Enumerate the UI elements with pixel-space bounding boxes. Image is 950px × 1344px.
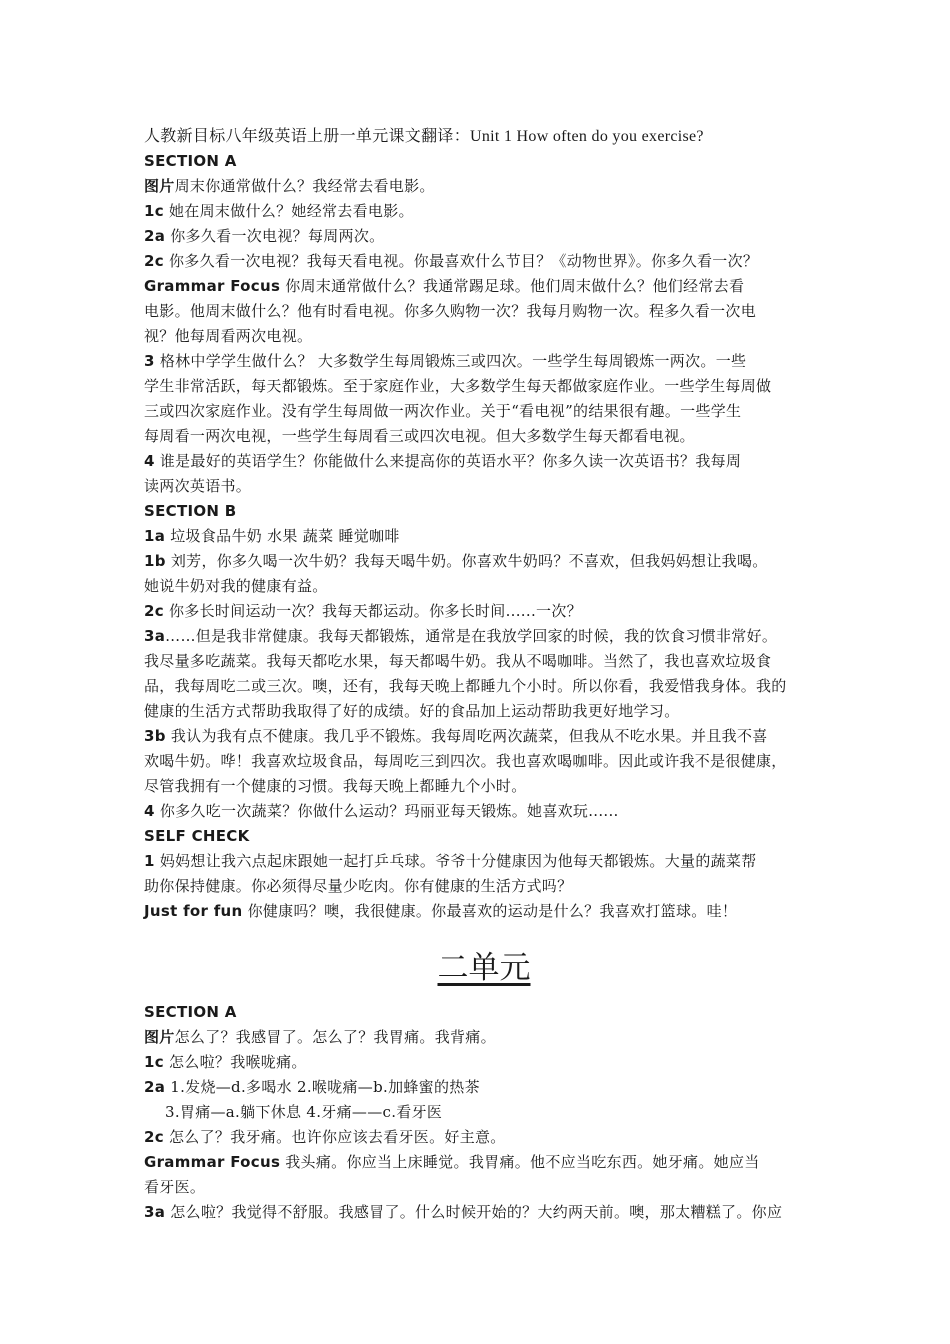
- exercise-label: 2a: [144, 227, 166, 245]
- exercise-line: [144, 849, 824, 874]
- exercise-label: 3b: [144, 727, 166, 745]
- unit1-section: [144, 149, 824, 924]
- exercise-label: 1a: [144, 527, 166, 545]
- indented-line: 3.胃痛—a.躺下休息 4.牙痛——c.看牙医: [165, 1103, 443, 1121]
- exercise-line: [144, 524, 824, 549]
- exercise-label: 1c: [144, 1053, 164, 1071]
- continuation-line: 品，我每周吃二或三次。噢，还有，我每天晚上都睡九个小时。所以你看，我爱惜我身体。我的: [144, 677, 787, 695]
- exercise-text: 她在周末做什么？她经常去看电影。: [163, 202, 414, 220]
- exercise-text: 我认为我有点不健康。我几乎不锻炼。我每周吃两次蔬菜，但我从不吃水果。并且我不喜: [165, 727, 768, 745]
- exercise-line: [144, 449, 824, 474]
- exercise-text: 你周末通常做什么？我通常踢足球。他们周末做什么？他们经常去看: [280, 277, 745, 295]
- exercise-line: [144, 549, 824, 574]
- continuation-line: 欢喝牛奶。哗！我喜欢垃圾食品，每周吃三到四次。我也喜欢喝咖啡。因此或许我不是很健康，: [144, 752, 787, 770]
- exercise-text: 周末你通常做什么？我经常去看电影。: [174, 177, 435, 195]
- exercise-label: Just for fun: [144, 902, 243, 920]
- exercise-line: [144, 1150, 824, 1175]
- exercise-label: 3a: [144, 1203, 166, 1221]
- continuation-line: 看牙医。: [144, 1178, 206, 1196]
- exercise-text: 怎么啦？我喉咙痛。: [163, 1053, 307, 1071]
- exercise-text: 1.发烧—d.多喝水 2.喉咙痛—b.加蜂蜜的热茶: [165, 1078, 480, 1096]
- continuation-line: 读两次英语书。: [144, 477, 252, 495]
- document-page: [144, 124, 824, 1225]
- exercise-line: [144, 1125, 824, 1150]
- exercise-label: 1b: [144, 552, 166, 570]
- exercise-label: Grammar Focus: [144, 1153, 281, 1171]
- exercise-text: 怎么了？我感冒了。怎么了？我胃痛。我背痛。: [174, 1028, 496, 1046]
- unit2-section: [144, 1000, 824, 1225]
- exercise-label: 2a: [144, 1078, 166, 1096]
- continuation-line: 助你保持健康。你必须得尽量少吃肉。你有健康的生活方式吗？: [144, 877, 573, 895]
- exercise-line: [144, 249, 824, 274]
- exercise-line: [144, 799, 824, 824]
- exercise-text: ……但是我非常健康。我每天都锻炼，通常是在我放学回家的时候，我的饮食习惯非常好。: [165, 627, 778, 645]
- exercise-text: 谁是最好的英语学生？你能做什么来提高你的英语水平？你多久读一次英语书？我每周: [154, 452, 742, 470]
- section-heading: [144, 499, 824, 524]
- exercise-text: 你多长时间运动一次？我每天都运动。你多长时间......一次？: [163, 602, 582, 620]
- exercise-line: [144, 599, 824, 624]
- exercise-label: 2c: [144, 1128, 164, 1146]
- exercise-label: Grammar Focus: [144, 277, 281, 295]
- exercise-label: 1: [144, 852, 155, 870]
- exercise-line: [144, 1075, 824, 1100]
- exercise-line: [144, 174, 824, 199]
- exercise-line: [144, 624, 824, 649]
- unit2-heading: 二单元: [437, 950, 531, 986]
- section-heading-label: SELF CHECK: [144, 827, 250, 845]
- exercise-label: 4: [144, 802, 155, 820]
- exercise-text: 你健康吗？噢，我很健康。你最喜欢的运动是什么？我喜欢打篮球。哇！: [242, 902, 738, 920]
- exercise-text: 刘芳，你多久喝一次牛奶？我每天喝牛奶。你喜欢牛奶吗？不喜欢，但我妈妈想让我喝。: [165, 552, 768, 570]
- exercise-line: [144, 899, 824, 924]
- continuation-line: 电影。他周末做什么？他有时看电视。你多久购物一次？我每月购物一次。程多久看一次电: [144, 302, 757, 320]
- exercise-label: 图片: [144, 1028, 175, 1046]
- continuation-line: 学生非常活跃，每天都锻炼。至于家庭作业，大多数学生每天都做家庭作业。一些学生每周做: [144, 377, 772, 395]
- exercise-line: [144, 1025, 824, 1050]
- exercise-line: [144, 1200, 824, 1225]
- exercise-text: 你多久吃一次蔬菜？你做什么运动？玛丽亚每天锻炼。她喜欢玩......: [154, 802, 619, 820]
- exercise-label: 图片: [144, 177, 175, 195]
- exercise-label: 1c: [144, 202, 164, 220]
- exercise-text: 怎么啦？我觉得不舒服。我感冒了。什么时候开始的？大约两天前。噢，那太糟糕了。你应: [165, 1203, 783, 1221]
- section-heading-label: SECTION B: [144, 502, 237, 520]
- exercise-text: 垃圾食品牛奶 水果 蔬菜 睡觉咖啡: [165, 527, 400, 545]
- exercise-label: 4: [144, 452, 155, 470]
- exercise-text: 格林中学学生做什么？ 大多数学生每周锻炼三或四次。一些学生每周锻炼一两次。一些: [154, 352, 747, 370]
- section-heading: [144, 1000, 824, 1025]
- exercise-label: 3: [144, 352, 155, 370]
- exercise-line: [144, 199, 824, 224]
- continuation-line: 每周看一两次电视，一些学生每周看三或四次电视。但大多数学生每天都看电视。: [144, 427, 695, 445]
- exercise-text: 你多久看一次电视？我每天看电视。你最喜欢什么节目？《动物世界》。你多久看一次？: [163, 252, 759, 270]
- section-heading: [144, 824, 824, 849]
- exercise-line: [144, 274, 824, 299]
- continuation-line: 视？他每周看两次电视。: [144, 327, 313, 345]
- continuation-line: 三或四次家庭作业。没有学生每周做一两次作业。关于“看电视”的结果很有趣。一些学生: [144, 402, 742, 420]
- exercise-text: 妈妈想让我六点起床跟她一起打乒乓球。爷爷十分健康因为他每天都锻炼。大量的蔬菜帮: [154, 852, 757, 870]
- continuation-line: 她说牛奶对我的健康有益。: [144, 577, 328, 595]
- exercise-line: [144, 349, 824, 374]
- section-heading: [144, 149, 824, 174]
- exercise-label: 3a: [144, 627, 166, 645]
- exercise-text: 你多久看一次电视？每周两次。: [165, 227, 385, 245]
- exercise-label: 2c: [144, 602, 164, 620]
- document-title: 人教新目标八年级英语上册一单元课文翻译：Unit 1 How often do you exercise?: [144, 128, 704, 145]
- exercise-line: [144, 1050, 824, 1075]
- continuation-line: 健康的生活方式帮助我取得了好的成绩。好的食品加上运动帮助我更好地学习。: [144, 702, 680, 720]
- exercise-label: 2c: [144, 252, 164, 270]
- section-heading-label: SECTION A: [144, 1003, 237, 1021]
- exercise-line: [144, 224, 824, 249]
- exercise-text: 怎么了？我牙痛。也许你应该去看牙医。好主意。: [163, 1128, 506, 1146]
- section-heading-label: SECTION A: [144, 152, 237, 170]
- continuation-line: 我尽量多吃蔬菜。我每天都吃水果，每天都喝牛奶。我从不喝咖啡。当然了，我也喜欢垃圾食: [144, 652, 772, 670]
- exercise-line: [144, 724, 824, 749]
- continuation-line: 尽管我拥有一个健康的习惯。我每天晚上都睡九个小时。: [144, 777, 527, 795]
- exercise-text: 我头痛。你应当上床睡觉。我胃痛。他不应当吃东西。她牙痛。她应当: [280, 1153, 760, 1171]
